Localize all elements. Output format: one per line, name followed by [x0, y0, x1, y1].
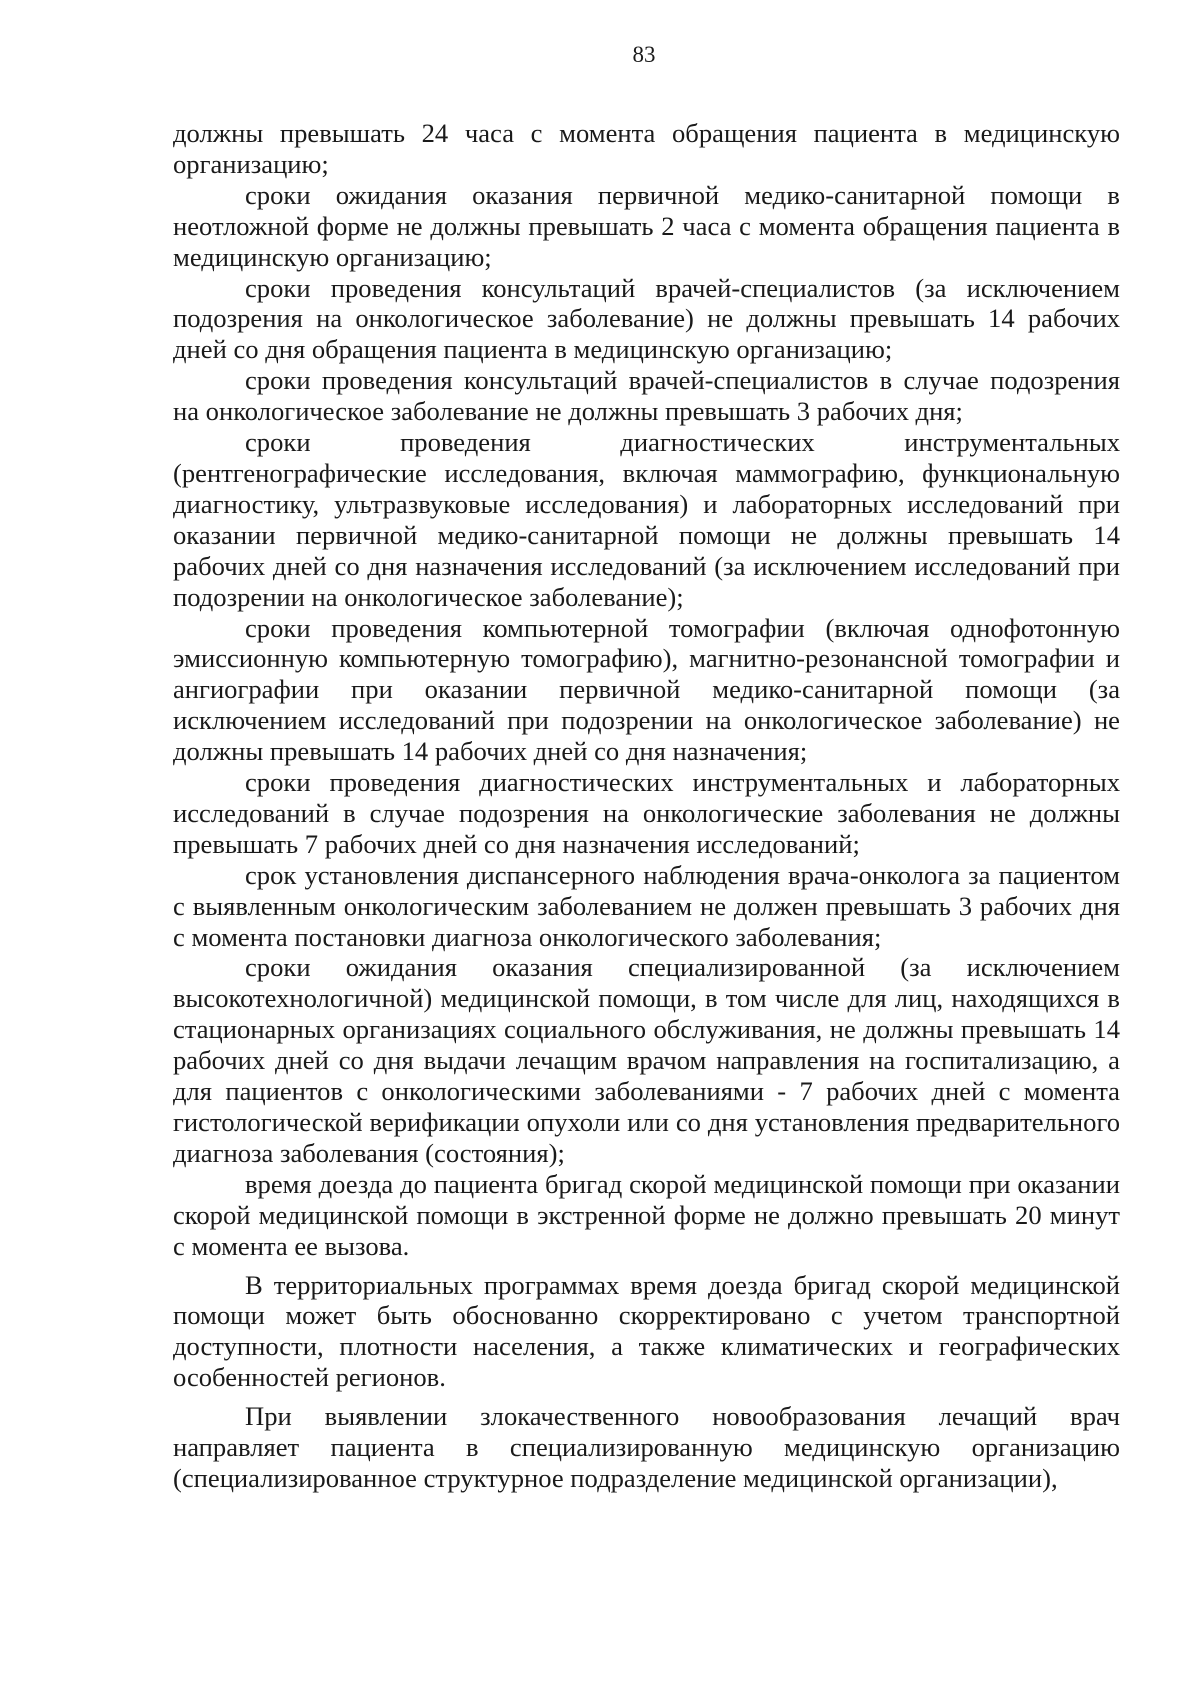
paragraph: сроки проведения диагностических инструментальных (рентгенографические исследования, включая маммографию, функциональную диагностику, ультразвуковые исследования) и лабораторных исследований при оказании первичной медико-санитарной помощи не должны превышать 14 рабочих дней со дня назначения исследований (за исключением исследований при подозрении на онкологическое заболевание);: [173, 427, 1120, 612]
paragraph: сроки ожидания оказания первичной медико-санитарной помощи в неотложной форме не должны превышать 2 часа с момента обращения пациента в медицинскую организацию;: [173, 179, 1120, 272]
paragraph-continuation: должны превышать 24 часа с момента обращения пациента в медицинскую организацию;: [173, 118, 1120, 179]
paragraph: сроки проведения диагностических инструментальных и лабораторных исследований в случае подозрения на онкологические заболевания не должны превышать 7 рабочих дней со дня назначения исследований;: [173, 767, 1120, 859]
paragraph: время доезда до пациента бригад скорой медицинской помощи при оказании скорой медицинской помощи в экстренной форме не должно превышать 20 минут с момента ее вызова.: [173, 1168, 1120, 1261]
paragraph: срок установления диспансерного наблюдения врача-онколога за пациентом с выявленным онкологическим заболеванием не должен превышать 3 рабочих дня с момента постановки диагноза онкологического заболевания;: [173, 859, 1120, 952]
paragraph: В территориальных программах время доезда бригад скорой медицинской помощи может быть обоснованно скорректировано с учетом транспортной доступности, плотности населения, а также климатических и географических особенностей регионов.: [173, 1269, 1120, 1393]
paragraph: сроки проведения консультаций врачей-специалистов в случае подозрения на онкологическое заболевание не должны превышать 3 рабочих дня;: [173, 365, 1120, 427]
paragraph: сроки ожидания оказания специализированной (за исключением высокотехнологичной) медицинской помощи, в том числе для лиц, находящихся в стационарных организациях социального обслуживания, не должны превышать 14 рабочих дней со дня выдачи лечащим врачом направления на госпитализацию, а для пациентов с онкологическими заболеваниями - 7 рабочих дней с момента гистологической верификации опухоли или со дня установления предварительного диагноза заболевания (состояния);: [173, 952, 1120, 1168]
paragraph: сроки проведения консультаций врачей-специалистов (за исключением подозрения на онкологическое заболевание) не должны превышать 14 рабочих дней со дня обращения пациента в медицинскую организацию;: [173, 272, 1120, 365]
page-number: 83: [632, 42, 656, 67]
document-body: [173, 118, 1120, 1494]
paragraph: сроки проведения компьютерной томографии (включая однофотонную эмиссионную компьютерную томографию), магнитно-резонансной томографии и ангиографии при оказании первичной медико-санитарной помощи (за исключением исследований при подозрении на онкологическое заболевание) не должны превышать 14 рабочих дней со дня назначения;: [173, 612, 1120, 767]
paragraph: При выявлении злокачественного новообразования лечащий врач направляет пациента в специализированную медицинскую организацию (специализированное структурное подразделение медицинской организации),: [173, 1401, 1120, 1493]
